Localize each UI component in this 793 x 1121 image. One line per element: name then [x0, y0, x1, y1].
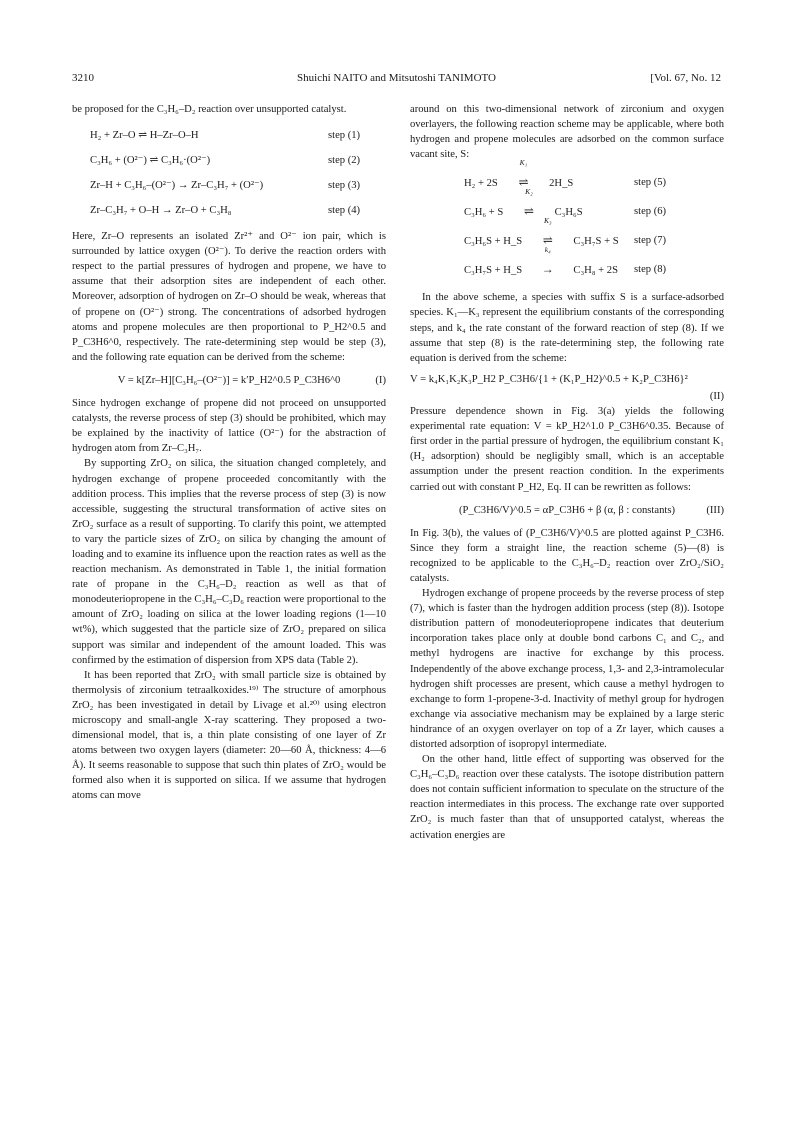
step-label: step (7)	[634, 235, 667, 247]
header-authors: Shuichi NAITO and Mitsutoshi TANIMOTO	[297, 72, 496, 84]
products: C₃H₇S + S	[573, 236, 619, 248]
reactants: H₂ + 2S	[464, 178, 498, 190]
equilibrium-arrow: K₁ ⇌	[503, 168, 543, 198]
paragraph: It has been reported that ZrO₂ with small particle size is obtained by thermolysis of zirconium tetraalkoxides.¹⁹⁾ The structure of amorphous ZrO₂ has been investigated in detail by Livage et al.²⁰⁾ using electron microscopy and small-angle X-ray scattering. They proposed a two-dimensional model, that is, a thin plate consisting of one layer of Zr atoms between two oxygen layers (diameter: 20—60 Å, thickness: 4—6 Å). It seems reasonable to suppose that such thin plates of ZrO₂ would be formed also when it is supported on silica. If we assume that hydrogen atoms can move	[72, 669, 386, 802]
page-number: 3210	[72, 72, 94, 84]
scheme-row	[410, 158, 724, 197]
forward-arrow: k₄ →	[528, 255, 568, 285]
equation-number: (II)	[709, 390, 724, 402]
reactants: C₃H₆S + H_S	[464, 236, 523, 248]
scheme-row	[72, 148, 386, 173]
equation-number: (III)	[706, 504, 724, 516]
paragraph: Since hydrogen exchange of propene did not proceed on unsupported catalysts, the reverse process of step (3) should be prohibited, which may be explained by the inactivity of lattice (O²⁻) for the abstraction of hydrogen atom from Zr–C₃H₇.	[72, 398, 386, 455]
equation-text: (P_C3H6/V)^0.5 = αP_C3H6 + β (α, β : constants)	[459, 504, 675, 516]
step-label: step (8)	[634, 264, 667, 276]
scheme-row	[72, 173, 386, 198]
rate-constant: K₂	[525, 187, 533, 197]
header-volume: [Vol. 67, No. 12	[650, 72, 721, 84]
equation-III	[410, 503, 724, 518]
paragraph: Here, Zr–O represents an isolated Zr²⁺ and O²⁻ ion pair, which is surrounded by lattice oxygen (O²⁻). To derive the reaction orders with respect to the partial pressures of hydrogen and propene, we have to assume that their adsorption sites are independent of each other. Moreover, adsorption of hydrogen on Zr–O should be weak, whereas that of propene on (O²⁻) strong. The concentrations of adsorbed hydrogen atoms and propene molecules are then proportional to P_H2^0.5 and P_C3H6^0, respectively. The rate-determining step would be step (3), and the following rate equation can be derived from the scheme:	[72, 231, 386, 363]
products: C₃H₈ + 2S	[573, 265, 618, 277]
paragraph: In Fig. 3(b), the values of (P_C3H6/V)^0.5 are plotted against P_C3H6. Since they form a straight line, the reaction scheme (5)—(8) is recognized to be applicable to the C₃H₆–D₂ reaction over ZrO₂/SiO₂ catalysts.	[410, 527, 724, 584]
paragraph: Pressure dependence shown in Fig. 3(a) yields the following experimental rate equation: V = kP_H2^1.0 P_C3H6^0.35. Because of first order in the partial pressure of hydrogen, the equilibrium constant K₁ (H₂ adsorption) should be negligibly small, which is an acceptable assumption under the present reaction condition. In the experiments carried out with constant P_H2, Eq. II can be rewritten as follows:	[410, 406, 724, 493]
paragraph: By supporting ZrO₂ on silica, the situation changed completely, and hydrogen exchange of propene proceeded concomitantly with the addition process. This implies that the reverse process of step (3) is now accessible, suggesting the structural transformation of active sites on ZrO₂ surface as a result of supporting. To clarify this point, we attempted to vary the particle sizes of ZrO₂ on silica by changing the amount of loading and to examine its influence upon the reaction rates as well as the reaction mechanism. As demonstrated in Table 1, the initial formation rate of propane in the C₃H₆–D₂ reaction as well as that of monodeuteriopropene in the C₃H₆–C₃D₆ reaction were proportional to the amount of ZrO₂ loading on silica at the lower loading regions (1—10 wt%), which suggested that the particle size of ZrO₂ prepared on silica support was similar and independent of the amount loaded. This was confirmed by the estimation of dispersion from XPS data (Table 2).	[72, 458, 386, 666]
equilibrium-arrow: K₂ ⇌	[509, 197, 549, 227]
step-label: step (2)	[328, 155, 361, 167]
paragraph: be proposed for the C₃H₆–D₂ reaction over unsupported catalyst.	[72, 104, 347, 115]
paragraph: Hydrogen exchange of propene proceeds by the reverse process of step (7), which is faster than the hydrogen addition process (step (8)). Isotope distribution pattern of monodeuteriopropene indicates that deuterium incorporation takes place only at double bond carbons C₁ and C₂, and methyl hydrogens are inactive for exchange by this process. Independently of the above exchange process, 1,3- and 2,3-intramolecular hydrogen shift processes are present, which cause a methyl hydrogen to exchange to form 1-propene-3-d. Inactivity of methyl group for hydrogen exchange via associative mechanism may be explained by a large steric hindrance of an oxygen overlayer on top of a Zr layer, which causes a distorted adsorption of isopropyl intermediate.	[410, 588, 724, 750]
products: 2H_S	[549, 178, 574, 190]
reaction-scheme-5-8	[410, 158, 724, 284]
rate-constant: k₄	[544, 245, 551, 255]
scheme-row	[72, 198, 386, 223]
paragraph: On the other hand, little effect of supporting was observed for the C₃H₆–C₃D₆ reaction over these catalysts. The isotope distribution pattern does not contain sufficient information to speculate on the structure of the reaction intermediates in this process. The exchange rate over supported ZrO₂ is much faster than that of unsupported catalyst, whereas the activation energies are	[410, 754, 724, 841]
equation-I	[72, 373, 386, 388]
right-column	[410, 102, 724, 843]
step-label: step (3)	[328, 180, 361, 192]
left-column	[72, 102, 386, 804]
rate-constant: K₁	[519, 158, 528, 168]
equilibrium-arrow: K₃ ⇌	[528, 226, 568, 256]
step-label: step (1)	[328, 130, 361, 142]
running-header	[72, 71, 721, 87]
equation-text: V = k[Zr–H][C₃H₆–(O²⁻)] = k′P_H2^0.5 P_C3H6^0	[117, 374, 341, 386]
equation-II	[410, 372, 724, 387]
scheme-equation: Zr–H + C₃H₆–(O²⁻) → Zr–C₃H₇ + (O²⁻)	[90, 180, 264, 192]
scheme-equation: Zr–C₃H₇ + O–H → Zr–O + C₃H₈	[90, 205, 232, 217]
reactants: C₃H₇S + H_S	[464, 265, 523, 277]
products: C₃H₆S	[554, 207, 583, 219]
step-label: step (6)	[634, 206, 667, 218]
equation-text: V = k₄K₁K₂K₃P_H2 P_C3H6/{1 + (K₁P_H2)^0.5 + K₂P_C3H6}²	[410, 373, 688, 385]
scheme-row	[72, 123, 386, 148]
scheme-row	[410, 245, 724, 284]
paragraph: In the above scheme, a species with suffix S is a surface-adsorbed species. K₁—K₃ represent the equilibrium constants of the corresponding steps, and k₄ the rate constant of the forward reaction of step (8). If we assume that step (8) is the rate-determining step, the following rate equation is derived from the scheme:	[410, 292, 724, 364]
scheme-equation: H₂ + Zr–O ⇌ H–Zr–O–H	[90, 130, 199, 142]
step-label: step (5)	[634, 177, 667, 189]
reactants: C₃H₆ + S	[464, 207, 504, 219]
paragraph: around on this two-dimensional network of zirconium and oxygen overlayers, the following reaction scheme may be applicable, where both hydrogen and propene molecules are adsorbed on the common surface vacant site, S:	[410, 104, 724, 161]
scheme-equation: C₃H₆ + (O²⁻) ⇌ C₃H₆·(O²⁻)	[90, 155, 211, 167]
step-label: step (4)	[328, 205, 361, 217]
equation-number: (I)	[375, 374, 386, 386]
reaction-scheme-1-4	[72, 123, 386, 223]
rate-constant: K₃	[543, 216, 552, 226]
